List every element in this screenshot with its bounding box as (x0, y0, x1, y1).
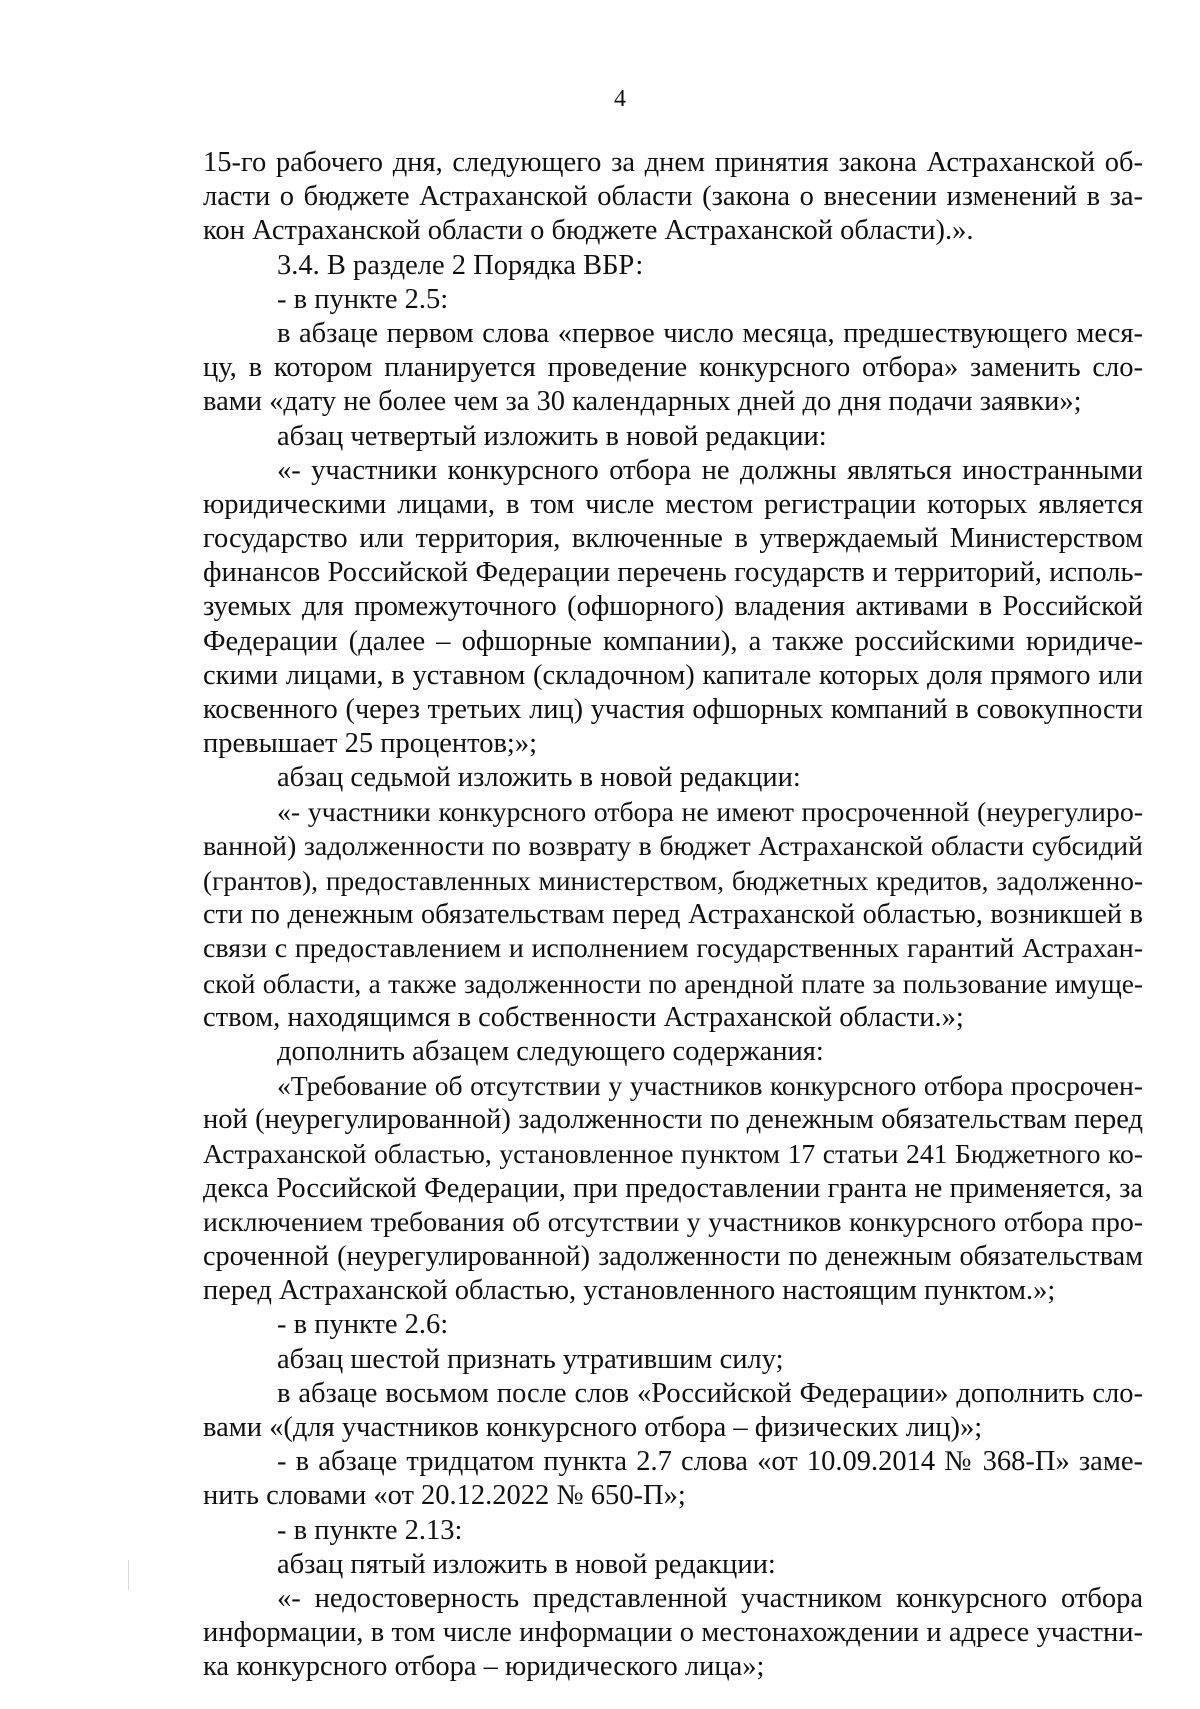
text-line: юридическими лицами, в том числе местом регистрации которых является (203, 488, 1143, 520)
text-line: 3.4. В разделе 2 Порядка ВБР: (277, 249, 644, 281)
text-line: декса Российской Федерации, при предоставлении гранта не применяется, за (203, 1172, 1143, 1204)
text-line: «- недостоверность представленной участником конкурсного отбора (277, 1582, 1143, 1614)
text-line: в абзаце первом слова «первое число месяца, предшествующего меся- (277, 317, 1143, 349)
text-line: «- участники конкурсного отбора не должны являться иностранными (277, 454, 1143, 486)
text-line: дополнить абзацем следующего содержания: (277, 1035, 824, 1067)
text-line: - в пункте 2.6: (277, 1309, 449, 1341)
text-line: «Требование об отсутствии у участников конкурсного отбора просрочен- (277, 1070, 1143, 1102)
text-line: исключением требования об отсутствии у участников конкурсного отбора про- (203, 1206, 1143, 1238)
text-line: Астраханской областью, установленное пунктом 17 статьи 241 Бюджетного ко- (203, 1138, 1143, 1170)
page-number: 4 (614, 86, 626, 112)
text-line: абзац седьмой изложить в новой редакции: (277, 762, 801, 794)
text-line: (грантов), предоставленных министерством, бюджетных кредитов, задолженно- (203, 865, 1143, 896)
scan-artifact (128, 1560, 129, 1590)
text-line: в абзаце восьмом после слов «Российской Федерации» дополнить сло- (277, 1377, 1143, 1409)
text-line: косвенного (через третьих лиц) участия офшорных компаний в совокупности (203, 694, 1143, 725)
text-line: нить словами «от 20.12.2022 № 650-П»; (203, 1480, 686, 1512)
text-line: Федерации (далее – офшорные компании), а также российскими юридиче- (203, 625, 1143, 657)
text-line: скими лицами, в уставном (складочном) капитале которых доля прямого или (203, 659, 1143, 691)
text-line: вами «(для участников конкурсного отбора – физических лиц)»; (203, 1411, 983, 1443)
text-line: ской области, а также задолженности по арендной плате за пользование имуще- (203, 968, 1143, 999)
text-line: вами «дату не более чем за 30 календарных дней до дня подачи заявки»; (203, 386, 1082, 418)
text-line: информации, в том числе информации о местонахождении и адресе участни- (203, 1617, 1143, 1649)
text-line: цу, в котором планируется проведение конкурсного отбора» заменить сло- (203, 352, 1143, 384)
text-line: ной (неурегулированной) задолженности по денежным обязательствам перед (203, 1104, 1143, 1136)
text-line: связи с предоставлением и исполнением государственных гарантий Астрахан- (203, 933, 1143, 965)
text-line: зуемых для промежуточного (офшорного) владения активами в Российской (203, 591, 1143, 623)
text-line: ка конкурсного отбора – юридического лица»; (203, 1651, 765, 1683)
text-line: кон Астраханской области о бюджете Астраханской области).». (203, 215, 974, 247)
text-line: «- участники конкурсного отбора не имеют просроченной (неурегулиро- (277, 796, 1143, 828)
text-line: - в абзаце тридцатом пункта 2.7 слова «от 10.09.2014 № 368-П» заме- (277, 1446, 1143, 1478)
text-line: сти по денежным обязательствам перед Астраханской областью, возникшей в (203, 899, 1143, 931)
text-line: ванной) задолженности по возврату в бюджет Астраханской области субсидий (203, 830, 1143, 862)
text-line: - в пункте 2.13: (277, 1514, 463, 1546)
text-line: ласти о бюджете Астраханской области (закона о внесении изменений в за- (203, 181, 1143, 213)
text-line: перед Астраханской областью, установленного настоящим пунктом.»; (203, 1275, 1056, 1307)
text-line: 15-го рабочего дня, следующего за днем принятия закона Астраханской об- (203, 147, 1143, 178)
text-line: - в пункте 2.5: (277, 283, 449, 315)
text-line: абзац четвертый изложить в новой редакции: (277, 420, 827, 452)
text-line: превышает 25 процентов;»; (203, 728, 537, 760)
text-line: ством, находящимся в собственности Астраханской области.»; (203, 1001, 964, 1033)
text-line: абзац шестой признать утратившим силу; (277, 1343, 784, 1375)
document-body (203, 146, 1143, 1684)
text-line: финансов Российской Федерации перечень государств и территорий, исполь- (203, 557, 1143, 589)
text-line: абзац пятый изложить в новой редакции: (277, 1548, 776, 1580)
text-line: сроченной (неурегулированной) задолженности по денежным обязательствам (203, 1241, 1143, 1272)
text-line: государство или территория, включенные в утверждаемый Министерством (203, 523, 1143, 555)
